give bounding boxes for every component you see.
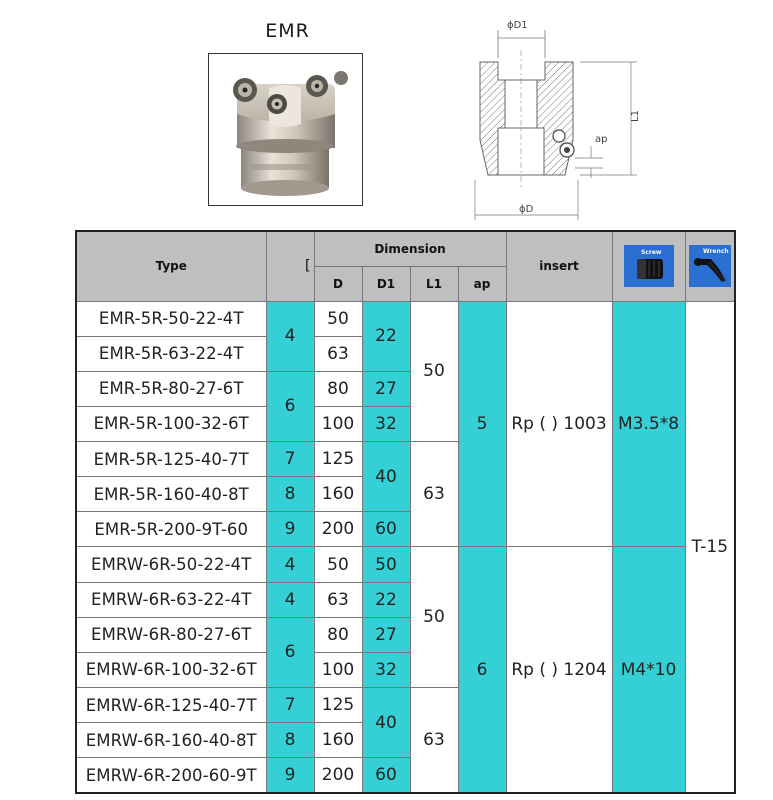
l1-cell: 50 [410,547,458,688]
header-dimension: Dimension [314,231,506,266]
l1-cell: 63 [410,688,458,793]
type-cell: EMR-5R-80-27-6T [76,371,266,406]
type-cell: EMR-5R-125-40-7T [76,442,266,477]
d-cell: 100 [314,406,362,441]
header-ap: ap [458,266,506,301]
type-cell: EMRW-6R-50-22-4T [76,547,266,582]
teeth-cell: 4 [266,547,314,582]
d1-cell: 32 [362,406,410,441]
type-cell: EMRW-6R-125-40-7T [76,688,266,723]
screw-icon-label: Screw [640,249,661,257]
d1-cell: 60 [362,758,410,793]
d1-cell: 22 [362,582,410,617]
insert-cell: Rp ( ) 1204 [506,547,612,793]
ap-cell: 5 [458,301,506,547]
type-cell: EMR-5R-160-40-8T [76,477,266,512]
type-cell: EMRW-6R-63-22-4T [76,582,266,617]
type-cell: EMRW-6R-80-27-6T [76,617,266,652]
d-cell: 200 [314,512,362,547]
teeth-cell: 8 [266,477,314,512]
screw-cell: M3.5*8 [612,301,685,547]
d1-cell: 22 [362,301,410,371]
type-cell: EMR-5R-100-32-6T [76,406,266,441]
header-l1: L1 [410,266,458,301]
drawing-label-l1: L1 [630,110,641,122]
d-cell: 50 [314,547,362,582]
d-cell: 63 [314,582,362,617]
ap-cell: 6 [458,547,506,793]
d-cell: 50 [314,301,362,336]
header-d: D [314,266,362,301]
technical-drawing [455,10,655,225]
d-cell: 100 [314,652,362,687]
type-cell: EMRW-6R-160-40-8T [76,723,266,758]
type-cell: EMRW-6R-100-32-6T [76,652,266,687]
d1-cell: 32 [362,652,410,687]
type-cell: EMR-5R-200-9T-60 [76,512,266,547]
insert-cell: Rp ( ) 1003 [506,301,612,547]
header-screw [612,231,685,301]
teeth-cell: 9 [266,758,314,793]
d-cell: 80 [314,371,362,406]
header-wrench [685,231,735,301]
type-cell: EMR-5R-63-22-4T [76,336,266,371]
drawing-label-ap: ap [595,134,608,145]
teeth-cell: 7 [266,688,314,723]
d-cell: 200 [314,758,362,793]
teeth-cell: 8 [266,723,314,758]
d-cell: 160 [314,477,362,512]
screw-cell: M4*10 [612,547,685,793]
teeth-cell: 4 [266,582,314,617]
d1-cell: 40 [362,688,410,758]
wrench-cell: T-15 [685,301,735,793]
teeth-cell: 7 [266,442,314,477]
d1-cell: 50 [362,547,410,582]
d1-cell: 60 [362,512,410,547]
d-cell: 63 [314,336,362,371]
drawing-label-d1: ϕD1 [507,20,528,31]
d-cell: 80 [314,617,362,652]
teeth-cell: 6 [266,617,314,687]
drawing-label-d: ϕD [519,204,534,215]
d1-cell: 27 [362,617,410,652]
header-insert: insert [506,231,612,301]
teeth-cell: 4 [266,301,314,371]
l1-cell: 50 [410,301,458,442]
header-teeth: [ [266,231,314,301]
table-row [76,301,735,336]
header-d1: D1 [362,266,410,301]
product-photo [208,53,363,206]
table-row [76,547,735,582]
type-cell: EMRW-6R-200-60-9T [76,758,266,793]
d-cell: 125 [314,442,362,477]
d1-cell: 27 [362,371,410,406]
product-title: EMR [265,20,310,42]
cutter-photo-illustration [209,54,362,205]
teeth-cell: 9 [266,512,314,547]
header-type: Type [76,231,266,301]
d-cell: 160 [314,723,362,758]
type-cell: EMR-5R-50-22-4T [76,301,266,336]
l1-cell: 63 [410,442,458,547]
d1-cell: 40 [362,442,410,512]
wrench-icon-label: Wrench [702,248,729,256]
screw-icon [624,245,674,287]
d-cell: 125 [314,688,362,723]
wrench-icon [689,245,731,287]
spec-table [75,230,736,794]
teeth-cell: 6 [266,371,314,441]
